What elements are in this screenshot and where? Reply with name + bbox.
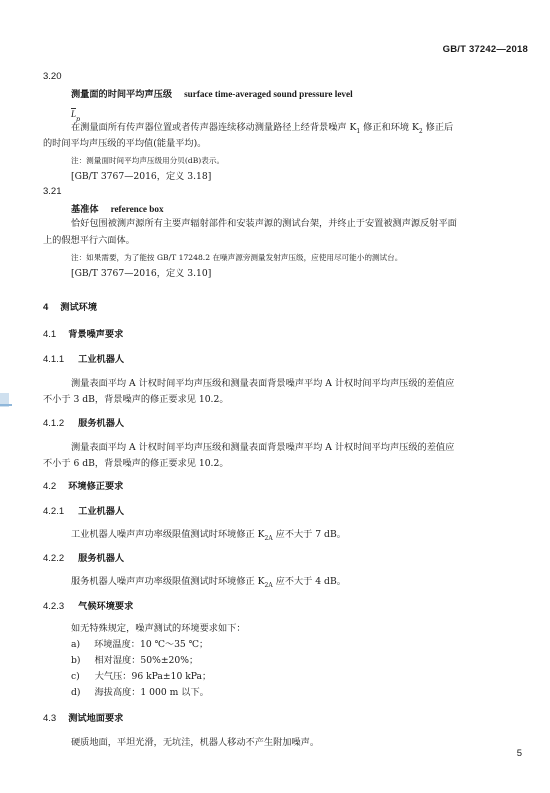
term-note: 注：如果需要，为了能按 GB/T 17248.2 在噪声源旁测量发射声压级，应使用尽可能小的测试台。 [71, 253, 403, 262]
definition-text: 修正后 [422, 122, 454, 133]
side-tab-marker-line [0, 404, 12, 406]
term-number: 3.21 [43, 186, 62, 197]
section-title: 背景噪声要求 [68, 329, 124, 340]
section-number: 4.2.3 [43, 601, 65, 612]
section-title: 工业机器人 [78, 506, 125, 517]
list-item [71, 637, 208, 652]
section-heading [43, 598, 133, 612]
section-title: 测试地面要求 [68, 713, 124, 724]
term-definition: 恰好包围被测声源所有主要声辐射部件和安装声源的测试台架，并终止于安置被测声源反射平面 [71, 218, 457, 229]
section-number: 4.1 [43, 329, 57, 340]
paragraph-cont: 不小于 6 dB，背景噪声的修正要求见 10.2。 [43, 458, 229, 469]
list-text: 大气压：96 kPa±10 kPa； [94, 671, 212, 682]
section-title: 测试环境 [60, 302, 98, 313]
term-title-en: surface time-averaged sound pressure level [184, 89, 353, 99]
section-heading [43, 299, 97, 313]
subscript: 1 [356, 127, 361, 135]
paragraph: 如无特殊规定，噪声测试的环境要求如下： [71, 623, 246, 634]
paragraph: 测量表面平均 A 计权时间平均声压级和测量表面背景噪声平均 A 计权时间平均声压级的差值应 [71, 442, 455, 453]
page-number: 5 [516, 748, 522, 759]
section-number: 4.2.2 [43, 553, 65, 564]
term-reference: [GB/T 3767—2016，定义 3.10] [71, 268, 212, 279]
section-title: 工业机器人 [78, 354, 125, 365]
section-title: 服务机器人 [78, 418, 125, 429]
section-heading [43, 415, 124, 429]
section-number: 4.2.1 [43, 506, 65, 517]
paragraph [43, 574, 523, 594]
subscript: 2 [418, 127, 423, 135]
section-title: 气候环境要求 [78, 601, 134, 612]
section-heading [43, 550, 124, 564]
standard-number-header: GB/T 37242—2018 [442, 44, 528, 55]
list-text: 环境温度：10 ℃～35 ℃； [94, 639, 209, 650]
paragraph: 硬质地面，平坦光滑，无坑洼，机器人移动不产生附加噪声。 [71, 737, 320, 748]
paragraph-text: 应不大于 7 dB。 [272, 529, 346, 540]
section-heading [43, 503, 124, 517]
definition-text: 在测量面所有传声器位置或者传声器连续移动测量路径上经背景噪声 K [71, 122, 357, 133]
list-marker: d) [71, 687, 81, 698]
list-marker: a) [71, 639, 81, 650]
list-text: 相对湿度：50%±20%； [94, 655, 199, 666]
term-definition-cont: 的时间平均声压级的平均值(能量平均)。 [43, 138, 207, 149]
symbol-sub: p [76, 115, 81, 124]
paragraph-cont: 不小于 3 dB，背景噪声的修正要求见 10.2。 [43, 394, 229, 405]
paragraph-text: 服务机器人噪声声功率级限值测试时环境修正 K [71, 576, 265, 587]
list-item [71, 669, 211, 684]
section-title: 服务机器人 [78, 553, 125, 564]
section-title: 环境修正要求 [68, 481, 124, 492]
section-heading [43, 710, 123, 724]
paragraph-text: 应不大于 4 dB。 [272, 576, 346, 587]
paragraph-text: 工业机器人噪声声功率级限值测试时环境修正 K [71, 529, 265, 540]
list-item [71, 653, 198, 668]
section-heading [43, 326, 123, 340]
subscript: 2A [264, 581, 273, 589]
symbol-main: L [71, 109, 77, 119]
term-number: 3.20 [43, 71, 62, 82]
list-item [71, 685, 209, 700]
term-title [71, 201, 164, 215]
section-number: 4.1.1 [43, 354, 65, 365]
section-heading [43, 478, 123, 492]
term-title-cn: 基准体 [71, 204, 99, 215]
term-title [71, 86, 353, 100]
list-marker: b) [71, 655, 81, 666]
section-number: 4 [43, 302, 49, 313]
section-number: 4.2 [43, 481, 57, 492]
list-marker: c) [71, 671, 80, 682]
section-number: 4.1.2 [43, 418, 65, 429]
subscript: 2A [264, 534, 273, 542]
term-reference: [GB/T 3767—2016，定义 3.18] [71, 171, 212, 182]
term-definition-cont: 上的假想平行六面体。 [43, 235, 135, 246]
term-title-en: reference box [110, 204, 164, 214]
term-note: 注：测量面时间平均声压级用分贝(dB)表示。 [71, 156, 225, 165]
section-heading [43, 351, 124, 365]
paragraph: 测量表面平均 A 计权时间平均声压级和测量表面背景噪声平均 A 计权时间平均声压级的差值应 [71, 378, 455, 389]
term-title-cn: 测量面的时间平均声压级 [71, 89, 173, 100]
paragraph [43, 527, 523, 547]
section-number: 4.3 [43, 713, 57, 724]
list-text: 海拔高度：1 000 m 以下。 [94, 687, 209, 698]
definition-text: 修正和环境 K [360, 122, 419, 133]
